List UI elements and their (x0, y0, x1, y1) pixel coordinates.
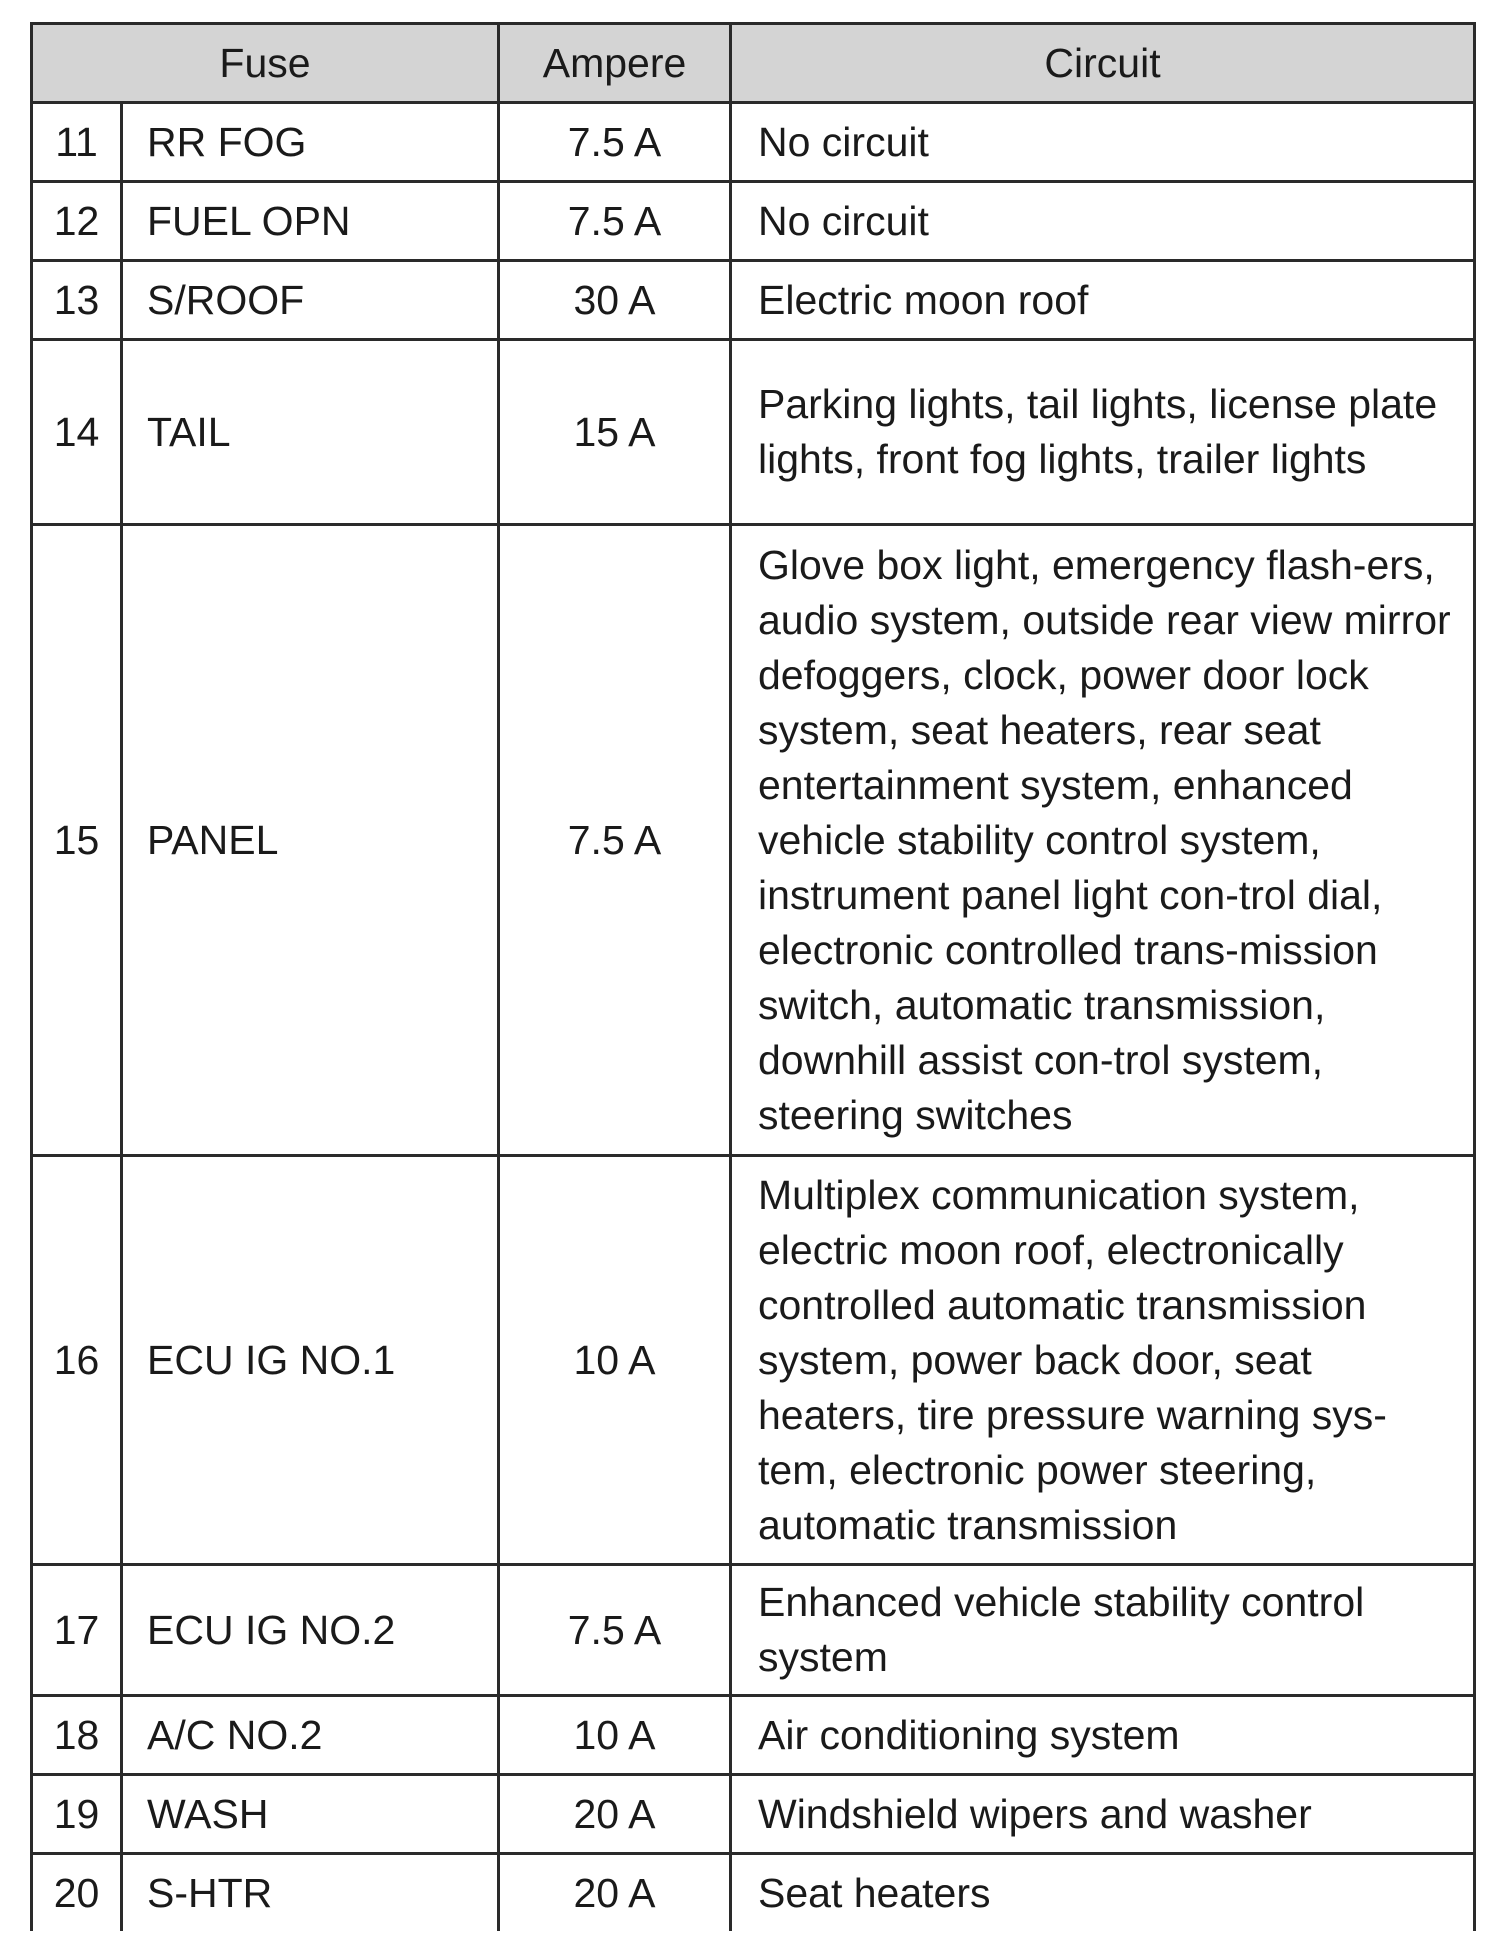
fuse-ampere: 10 A (499, 1696, 731, 1775)
fuse-name: PANEL (122, 525, 499, 1156)
fuse-number: 18 (32, 1696, 122, 1775)
fuse-ampere: 7.5 A (499, 182, 731, 261)
fuse-ampere: 20 A (499, 1775, 731, 1854)
header-row (32, 24, 1475, 103)
fuse-number: 12 (32, 182, 122, 261)
fuse-name: WASH (122, 1775, 499, 1854)
fuse-number: 13 (32, 261, 122, 340)
table-header (32, 24, 1475, 103)
fuse-number: 14 (32, 340, 122, 525)
fuse-circuit: Seat heaters (731, 1854, 1475, 1932)
table-row (32, 1565, 1475, 1696)
fuse-name: TAIL (122, 340, 499, 525)
fuse-ampere: 30 A (499, 261, 731, 340)
table-row (32, 103, 1475, 182)
fuse-ampere: 7.5 A (499, 1565, 731, 1696)
fuse-name: RR FOG (122, 103, 499, 182)
fuse-circuit: Enhanced vehicle stability control system (731, 1565, 1475, 1696)
fuse-ampere: 10 A (499, 1156, 731, 1565)
fuse-circuit: No circuit (731, 103, 1475, 182)
header-ampere: Ampere (499, 24, 731, 103)
fuse-number: 15 (32, 525, 122, 1156)
fuse-number: 19 (32, 1775, 122, 1854)
table-row (32, 1854, 1475, 1932)
fuse-ampere: 20 A (499, 1854, 731, 1932)
fuse-name: ECU IG NO.1 (122, 1156, 499, 1565)
fuse-circuit: No circuit (731, 182, 1475, 261)
fuse-ampere: 15 A (499, 340, 731, 525)
fuse-name: A/C NO.2 (122, 1696, 499, 1775)
header-fuse: Fuse (32, 24, 499, 103)
fuse-circuit: Glove box light, emergency flash-ers, audio system, outside rear view mirror defoggers, clock, power door lock system, seat heaters, rear seat entertainment system, enhanced vehicle stability control system, instrument panel light con-trol dial, electronic controlled trans-mission switch, automatic transmission, downhill assist con-trol system, steering switches (731, 525, 1475, 1156)
fuse-name: FUEL OPN (122, 182, 499, 261)
fuse-circuit: Air conditioning system (731, 1696, 1475, 1775)
fuse-circuit: Windshield wipers and washer (731, 1775, 1475, 1854)
table-row (32, 1156, 1475, 1565)
fuse-number: 16 (32, 1156, 122, 1565)
table-row (32, 340, 1475, 525)
fuse-name: ECU IG NO.2 (122, 1565, 499, 1696)
fuse-circuit: Multiplex communication system, electric moon roof, electronically controlled automatic transmission system, power back door, seat heaters, tire pressure warning sys-tem, electronic power steering, automatic transmission (731, 1156, 1475, 1565)
fuse-circuit: Parking lights, tail lights, license plate lights, front fog lights, trailer lights (731, 340, 1475, 525)
fuse-name: S-HTR (122, 1854, 499, 1932)
table-row (32, 1696, 1475, 1775)
table-row (32, 1775, 1475, 1854)
table-row (32, 182, 1475, 261)
table-row (32, 525, 1475, 1156)
fuse-number: 11 (32, 103, 122, 182)
header-circuit: Circuit (731, 24, 1475, 103)
table-row (32, 261, 1475, 340)
table-body (32, 103, 1475, 1932)
fuse-table (30, 22, 1476, 1931)
fuse-number: 17 (32, 1565, 122, 1696)
fuse-ampere: 7.5 A (499, 103, 731, 182)
fuse-name: S/ROOF (122, 261, 499, 340)
fuse-ampere: 7.5 A (499, 525, 731, 1156)
fuse-number: 20 (32, 1854, 122, 1932)
fuse-circuit: Electric moon roof (731, 261, 1475, 340)
